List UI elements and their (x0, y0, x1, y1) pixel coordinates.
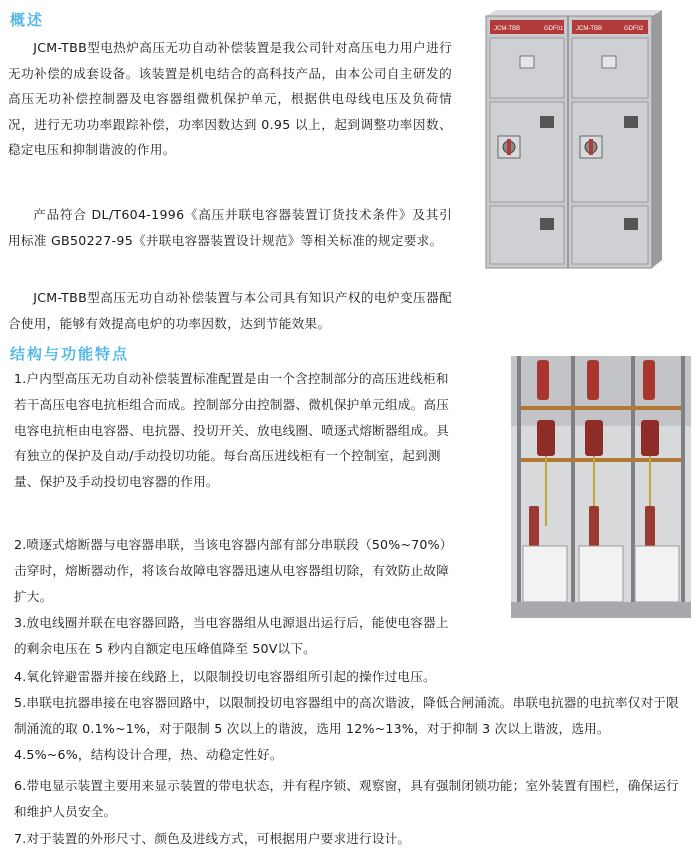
cabinet-code-left: GDF01 (544, 26, 564, 32)
switchgear-cabinet-image (484, 8, 664, 270)
cabinet-label-right: JCM-TBB (576, 26, 602, 32)
feature-item-1: 1.户内型高压无功自动补偿装置标准配置是由一个含控制部分的高压进线柜和若干高压电容电抗柜组合而成。控制部分由控制器、微机保护单元组成。高压电容电抗柜由电容器、电抗器、投切开关、放电线圈、喷逐式熔断器组成。具有独立的保护及自动/手动投切功能。每台高压进线柜有一个控制室，起到测量、保护及手动投切电容器的作用。 (14, 371, 449, 490)
feature-item-4: 4.氧化锌避雷器并接在线路上，以限制投切电容器组所引起的操作过电压。 (14, 669, 436, 684)
cabinet-code-right: GDF02 (624, 26, 644, 32)
overview-paragraph-3: JCM-TBB型高压无功自动补偿装置与本公司具有知识产权的电炉变压器配合使用，能够有效提高电炉的功率因数，达到节能效果。 (8, 290, 452, 331)
feature-item-6: 6.带电显示装置主要用来显示装置的带电状态，并有程序锁、观察窗，具有强制闭锁功能；室外装置有围栏，确保运行和维护人员安全。 (14, 778, 679, 819)
feature-item-5: 5.串联电抗器串接在电容器回路中，以限制投切电容器组中的高次谐波，降低合闸涌流。串联电抗器的电抗率仅对于限制涌流的取 0.1%~1%，对于限制 5 次以上的谐波，选用 12%~13%，对于抑制 3 次以上谐波，选用。4.5%~6%，结构设计合理，热、动稳定性好。 (14, 695, 679, 762)
feature-item-2: 2.喷逐式熔断器与电容器串联，当该电容器内部有部分串联段（50%~70%）击穿时，熔断器动作，将该台故障电容器迅速从电容器组切除，有效防止故障扩大。 (14, 537, 453, 604)
overview-heading: 概述 (10, 11, 45, 29)
capacitor-components-photo (511, 356, 691, 618)
feature-item-7: 7.对于装置的外形尺寸、颜色及进线方式，可根据用户要求进行设计。 (14, 831, 411, 846)
overview-paragraph-2: 产品符合 DL/T604-1996《高压并联电容器装置订货技术条件》及其引用标准 GB50227-95《并联电容器装置设计规范》等相关标准的规定要求。 (8, 207, 452, 248)
features-heading: 结构与功能特点 (10, 345, 130, 363)
cabinet-label-left: JCM-TBB (494, 26, 520, 32)
feature-item-3: 3.放电线圈并联在电容器回路，当电容器组从电源退出运行后，能使电容器上的剩余电压在 5 秒内自额定电压峰值降至 50V以下。 (14, 615, 449, 656)
overview-paragraph-1: JCM-TBB型电热炉高压无功自动补偿装置是我公司针对高压电力用户进行无功补偿的成套设备。该装置是机电结合的高科技产品，由本公司自主研发的高压无功补偿控制器及电容器组微机保护单元，根据供电母线电压及负荷情况，进行无功功率跟踪补偿，功率因数达到 0.95 以上，起到调整功率因数、稳定电压和抑制谐波的作用。 (8, 40, 452, 157)
